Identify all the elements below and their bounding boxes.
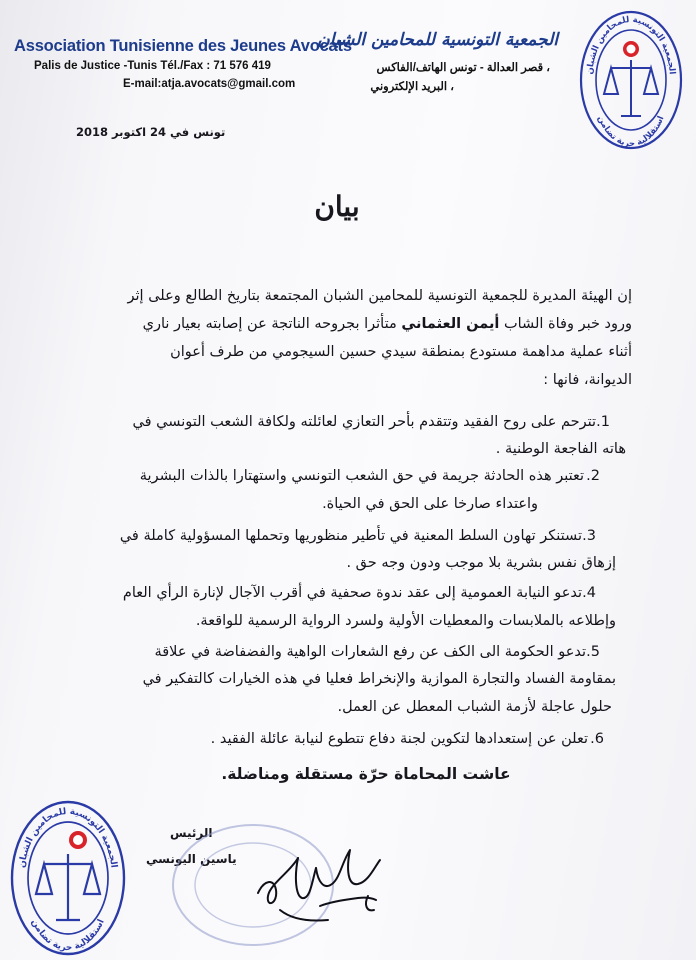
statement-title: بيان — [314, 190, 360, 223]
item-4-line-2: وإطلاعه بالملابسات والمعطيات الأولية ولسرد الرواية الرسمية للواقعة. — [195, 613, 616, 629]
item-6-line-1: تعلن عن إستعدادها لتكوين لجنة دفاع تتطوع لنيابة عائلة الفقيد . — [210, 731, 588, 747]
intro-line-2b: متأثرا بجروحه الناتجة عن إصابته بعيار ناري — [142, 316, 397, 332]
scales-of-justice-icon — [604, 60, 658, 116]
letter-date: تونس في 24 اكتوبر 2018 — [76, 125, 226, 139]
item-5-line-3: حلول عاجلة لأزمة الشباب المعطل عن العمل. — [337, 699, 612, 715]
svg-text:الجمعية التونسية للمحامين الشب: الجمعية التونسية للمحامين الشبان — [17, 806, 119, 869]
item-6-number: 6. — [590, 731, 604, 747]
item-2-line-2: واعتداء صارخا على الحق في الحياة. — [322, 496, 538, 512]
item-1-number: 1. — [596, 414, 610, 430]
item-5-line-1: تدعو الحكومة الى الكف عن رفع الشعارات الواهية والفضفاضة في علاقة — [154, 644, 586, 660]
item-3-number: 3. — [582, 528, 596, 544]
closing-slogan: عاشت المحاماة حرّة مستقلة ومناضلة. — [221, 765, 511, 783]
org-name-ar: الجمعية التونسية للمحامين الشبان — [317, 30, 558, 50]
intro-line-3: أثناء عملية مداهمة مستودع بمنطقة سيدي حسين السيجومي من طرف أعوان — [170, 344, 632, 360]
tunisia-flag-icon — [623, 41, 639, 57]
tunisia-flag-icon — [69, 831, 87, 849]
item-3-line-2: إزهاق نفس بشرية بلا موجب ودون وجه حق . — [346, 555, 616, 571]
association-seal — [578, 8, 684, 152]
svg-text:استقلالية حرية تضامن: استقلالية حرية تضامن — [595, 114, 667, 150]
item-5-line-2: بمقاومة الفساد والتجارة الموازية والإنخراط فعليا في هذه الخيارات كالتفكير في — [142, 671, 616, 687]
victim-name: أيمن العثماني — [401, 316, 500, 332]
item-5-number: 5. — [586, 644, 600, 660]
item-2-line-1: تعتبر هذه الحادثة جريمة في حق الشعب التونسي واستهتارا بالذات البشرية — [139, 468, 584, 484]
president-signature — [250, 838, 390, 933]
svg-text:استقلالية حرية تضامن: استقلالية حرية تضامن — [29, 917, 107, 954]
intro-line-1: إن الهيئة المديرة للجمعية التونسية للمحامين الشبان المجتمعة بتاريخ الطالع وعلى إثر — [127, 288, 632, 304]
item-1-line-2: هاته الفاجعة الوطنية . — [495, 441, 626, 457]
association-stamp — [8, 798, 128, 958]
address-ar: ، قصر العدالة - تونس الهاتف/الفاكس — [376, 62, 550, 74]
item-2-number: 2. — [586, 468, 600, 484]
item-1-line-1: تترحم على روح الفقيد وتتقدم بأحر التعازي لعائلته ولكافة الشعب التونسي في — [132, 414, 596, 430]
president-title: الرئيس — [170, 826, 213, 840]
item-3-line-1: تستنكر تهاون السلط المعنية في تأطير منظوريها وتحملها المسؤولية كاملة في — [119, 528, 582, 544]
item-4-line-1: تدعو النيابة العمومية إلى عقد ندوة صحفية في أقرب الآجال لإنارة الرأي العام — [122, 585, 582, 601]
svg-text:الجمعية التونسية للمحامين الشب: الجمعية التونسية للمحامين الشبان — [585, 14, 677, 75]
intro-line-4: الديوانة، فانها : — [543, 372, 632, 388]
intro-line-2a: ورود خبر وفاة الشاب — [503, 316, 632, 332]
email-fr: E-mail:atja.avocats@gmail.com — [123, 78, 296, 90]
scales-of-justice-icon — [36, 854, 100, 920]
org-name-fr: Association Tunisienne des Jeunes Avocats — [14, 37, 352, 55]
intro-line-2 — [12, 316, 632, 332]
email-ar: ، البريد الإلكتروني — [370, 81, 454, 93]
president-name: ياسين اليونسي — [146, 852, 237, 866]
address-fr: Palis de Justice -Tunis Tél./Fax : 71 576 419 — [34, 60, 271, 72]
item-4-number: 4. — [582, 585, 596, 601]
